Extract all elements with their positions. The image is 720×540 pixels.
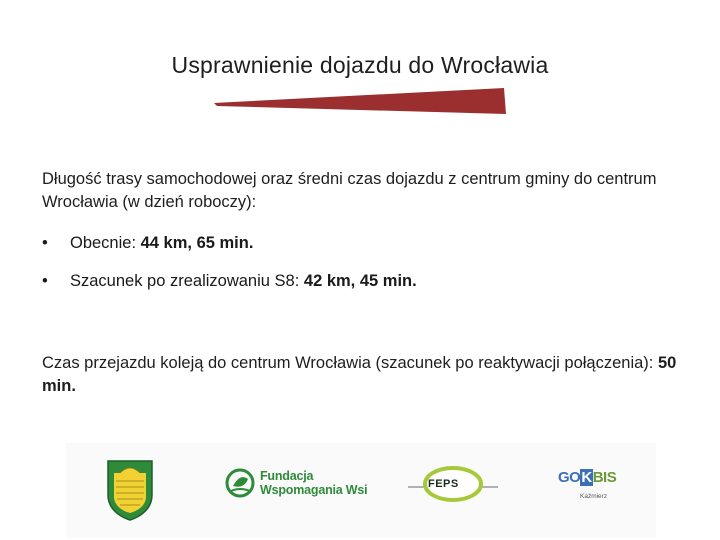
bullet-value: 42 km, 45 min. xyxy=(303,272,417,290)
feps-text: FEPS xyxy=(428,478,459,490)
fundacja-line1: Fundacja xyxy=(260,469,314,483)
partner-logos-strip xyxy=(66,443,656,538)
gokbis-subtitle: Kaźmierz xyxy=(580,493,608,500)
gokbis-wordmark: GOKBIS xyxy=(558,469,617,486)
bullet-label: Szacunek po zrealizowaniu S8: xyxy=(70,272,304,290)
list-item xyxy=(42,232,682,254)
feps-logo xyxy=(408,465,498,503)
bullet-marker: • xyxy=(42,234,48,252)
title-underline-decoration xyxy=(214,86,506,116)
bullet-marker: • xyxy=(42,272,48,290)
municipal-crest-icon xyxy=(106,459,154,521)
gokbis-logo xyxy=(558,465,618,511)
bullet-value: 44 km, 65 min. xyxy=(140,234,254,252)
list-item xyxy=(42,270,682,292)
rail-text: Czas przejazdu koleją do centrum Wrocławia (szacunek po reaktywacji połączenia): xyxy=(42,354,658,372)
rail-value: 50 min. xyxy=(42,354,677,395)
slide-title: Usprawnienie dojazdu do Wrocławia xyxy=(171,52,549,78)
fundacja-name xyxy=(260,469,367,497)
rail-paragraph xyxy=(42,352,682,398)
fundacja-logo xyxy=(224,467,384,503)
intro-paragraph: Długość trasy samochodowej oraz średni czas dojazdu z centrum gminy do centrum Wrocławia (w dzień roboczy): xyxy=(42,170,657,211)
bullet-label: Obecnie: xyxy=(70,234,141,252)
leaf-circle-icon xyxy=(224,467,256,499)
fundacja-line2: Wspomagania Wsi xyxy=(260,483,368,497)
travel-time-list xyxy=(42,232,682,308)
